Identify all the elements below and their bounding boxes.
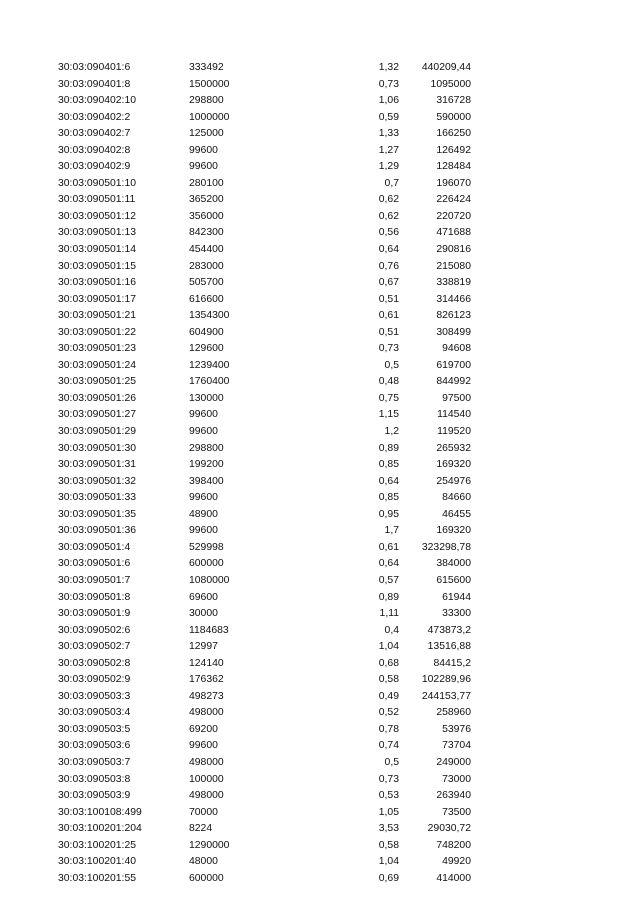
result-cell: 615600: [436, 574, 471, 586]
cadastral-number-cell: 30:03:090401:8: [58, 78, 131, 90]
value-cell: 398400: [189, 475, 224, 487]
coefficient-cell: 0,49: [378, 690, 399, 702]
value-cell: 48900: [189, 508, 218, 520]
table-row: [0, 159, 640, 176]
table-row: [0, 772, 640, 789]
coefficient-cell: 0,58: [378, 839, 399, 851]
table-row: [0, 573, 640, 590]
table-row: [0, 639, 640, 656]
cadastral-number-cell: 30:03:100201:55: [58, 872, 137, 884]
result-cell: 226424: [436, 194, 471, 206]
table-row: [0, 722, 640, 739]
value-cell: 365200: [189, 194, 224, 206]
value-cell: 283000: [189, 260, 224, 272]
result-cell: 102289,96: [421, 674, 471, 686]
coefficient-cell: 1,27: [378, 144, 399, 156]
table-row: [0, 275, 640, 292]
table-row: [0, 60, 640, 77]
cadastral-number-cell: 30:03:100201:204: [58, 823, 142, 835]
coefficient-cell: 0,52: [378, 707, 399, 719]
result-cell: 29030,72: [427, 823, 471, 835]
table-row: [0, 341, 640, 358]
table-row: [0, 259, 640, 276]
table-row: [0, 821, 640, 838]
result-cell: 826123: [436, 310, 471, 322]
result-cell: 338819: [436, 277, 471, 289]
result-cell: 473873,2: [427, 624, 471, 636]
value-cell: 99600: [189, 740, 218, 752]
cadastral-number-cell: 30:03:090501:12: [58, 210, 137, 222]
result-cell: 169320: [436, 525, 471, 537]
table-row: [0, 374, 640, 391]
table-row: [0, 110, 640, 127]
coefficient-cell: 0,68: [378, 657, 399, 669]
coefficient-cell: 0,73: [378, 773, 399, 785]
table-row: [0, 407, 640, 424]
coefficient-cell: 0,85: [378, 459, 399, 471]
coefficient-cell: 0,61: [378, 310, 399, 322]
result-cell: 314466: [436, 293, 471, 305]
coefficient-cell: 1,32: [378, 62, 399, 73]
coefficient-cell: 0,64: [378, 475, 399, 487]
coefficient-cell: 1,15: [378, 409, 399, 421]
result-cell: 844992: [436, 376, 471, 388]
result-cell: 196070: [436, 177, 471, 189]
cadastral-number-cell: 30:03:090502:9: [58, 674, 131, 686]
table-row: [0, 556, 640, 573]
coefficient-cell: 1,06: [378, 95, 399, 107]
result-cell: 13516,88: [427, 641, 471, 653]
cadastral-number-cell: 30:03:090501:36: [58, 525, 137, 537]
cadastral-number-cell: 30:03:100201:40: [58, 856, 137, 868]
table-row: [0, 391, 640, 408]
coefficient-cell: 0,5: [384, 756, 399, 768]
value-cell: 48000: [189, 856, 218, 868]
coefficient-cell: 0,59: [378, 111, 399, 123]
value-cell: 99600: [189, 144, 218, 156]
value-cell: 70000: [189, 806, 218, 818]
value-cell: 176362: [189, 674, 224, 686]
result-cell: 33300: [442, 608, 471, 620]
cadastral-number-cell: 30:03:090503:8: [58, 773, 131, 785]
coefficient-cell: 0,85: [378, 492, 399, 504]
result-cell: 263940: [436, 790, 471, 802]
coefficient-cell: 0,53: [378, 790, 399, 802]
coefficient-cell: 3,53: [378, 823, 399, 835]
result-cell: 220720: [436, 210, 471, 222]
result-cell: 384000: [436, 558, 471, 570]
result-cell: 249000: [436, 756, 471, 768]
result-cell: 119520: [437, 426, 471, 438]
value-cell: 498000: [189, 707, 224, 719]
value-cell: 69600: [189, 591, 218, 603]
cadastral-number-cell: 30:03:090501:30: [58, 442, 137, 454]
coefficient-cell: 0,48: [378, 376, 399, 388]
coefficient-cell: 0,67: [378, 277, 399, 289]
coefficient-cell: 1,29: [378, 161, 399, 173]
cadastral-number-cell: 30:03:090501:6: [58, 558, 131, 570]
coefficient-cell: 0,64: [378, 558, 399, 570]
coefficient-cell: 0,89: [378, 442, 399, 454]
table-row: [0, 672, 640, 689]
table-row: [0, 457, 640, 474]
coefficient-cell: 0,74: [378, 740, 399, 752]
value-cell: 69200: [189, 723, 218, 735]
table-row: [0, 606, 640, 623]
cadastral-number-cell: 30:03:090402:10: [58, 95, 137, 107]
table-row: [0, 225, 640, 242]
result-cell: 215080: [436, 260, 471, 272]
result-cell: 440209,44: [421, 62, 471, 73]
result-cell: 414000: [436, 872, 471, 884]
cadastral-number-cell: 30:03:090501:9: [58, 608, 131, 620]
result-cell: 126492: [436, 144, 471, 156]
table-row: [0, 838, 640, 855]
table-row: [0, 424, 640, 441]
coefficient-cell: 0,56: [378, 227, 399, 239]
table-row: [0, 738, 640, 755]
cadastral-number-cell: 30:03:090501:33: [58, 492, 137, 504]
coefficient-cell: 0,69: [378, 872, 399, 884]
result-cell: 46455: [442, 508, 471, 520]
result-cell: 471688: [436, 227, 471, 239]
table-row: [0, 93, 640, 110]
table-row: [0, 441, 640, 458]
value-cell: 1500000: [189, 78, 230, 90]
table-row: [0, 689, 640, 706]
table-row: [0, 358, 640, 375]
cadastral-number-cell: 30:03:090501:16: [58, 277, 137, 289]
cadastral-number-cell: 30:03:090501:24: [58, 359, 137, 371]
value-cell: 1354300: [189, 310, 230, 322]
value-cell: 529998: [189, 541, 224, 553]
value-cell: 1760400: [189, 376, 230, 388]
table-row: [0, 755, 640, 772]
cadastral-number-cell: 30:03:090501:25: [58, 376, 137, 388]
result-cell: 97500: [442, 392, 471, 404]
cadastral-number-cell: 30:03:090503:7: [58, 756, 131, 768]
result-cell: 166250: [436, 128, 471, 140]
coefficient-cell: 0,51: [378, 326, 399, 338]
table-row: [0, 705, 640, 722]
coefficient-cell: 0,62: [378, 194, 399, 206]
cadastral-number-cell: 30:03:090402:9: [58, 161, 131, 173]
value-cell: 842300: [189, 227, 224, 239]
cadastral-number-cell: 30:03:090503:3: [58, 690, 131, 702]
value-cell: 498000: [189, 790, 224, 802]
coefficient-cell: 1,04: [378, 641, 399, 653]
value-cell: 1080000: [189, 574, 230, 586]
result-cell: 1095000: [430, 78, 471, 90]
coefficient-cell: 0,95: [378, 508, 399, 520]
table-row: [0, 209, 640, 226]
cadastral-number-cell: 30:03:090501:17: [58, 293, 137, 305]
coefficient-cell: 1,7: [384, 525, 399, 537]
cadastral-number-cell: 30:03:090501:8: [58, 591, 131, 603]
result-cell: 73500: [442, 806, 471, 818]
result-cell: 169320: [436, 459, 471, 471]
table-row: [0, 176, 640, 193]
value-cell: 498273: [189, 690, 224, 702]
coefficient-cell: 0,61: [378, 541, 399, 553]
value-cell: 333492: [189, 62, 224, 73]
cadastral-number-cell: 30:03:090402:8: [58, 144, 131, 156]
table-row: [0, 871, 640, 888]
table-row: [0, 523, 640, 540]
data-table: [0, 60, 640, 887]
cadastral-number-cell: 30:03:090501:31: [58, 459, 137, 471]
coefficient-cell: 1,33: [378, 128, 399, 140]
coefficient-cell: 0,75: [378, 392, 399, 404]
value-cell: 505700: [189, 277, 224, 289]
cadastral-number-cell: 30:03:090501:26: [58, 392, 137, 404]
table-row: [0, 623, 640, 640]
result-cell: 308499: [436, 326, 471, 338]
coefficient-cell: 1,2: [384, 426, 399, 438]
value-cell: 199200: [189, 459, 224, 471]
result-cell: 73704: [442, 740, 471, 752]
result-cell: 94608: [442, 343, 471, 355]
cadastral-number-cell: 30:03:090502:8: [58, 657, 131, 669]
value-cell: 1239400: [189, 359, 230, 371]
coefficient-cell: 0,73: [378, 343, 399, 355]
table-row: [0, 490, 640, 507]
result-cell: 590000: [436, 111, 471, 123]
value-cell: 99600: [189, 525, 218, 537]
cadastral-number-cell: 30:03:090501:11: [58, 194, 136, 206]
result-cell: 619700: [436, 359, 471, 371]
coefficient-cell: 0,51: [378, 293, 399, 305]
value-cell: 454400: [189, 244, 224, 256]
value-cell: 600000: [189, 872, 224, 884]
result-cell: 84660: [442, 492, 471, 504]
cadastral-number-cell: 30:03:090401:6: [58, 62, 131, 73]
result-cell: 114540: [437, 409, 471, 421]
cadastral-number-cell: 30:03:090501:27: [58, 409, 137, 421]
value-cell: 99600: [189, 426, 218, 438]
cadastral-number-cell: 30:03:090501:13: [58, 227, 137, 239]
cadastral-number-cell: 30:03:090501:14: [58, 244, 137, 256]
coefficient-cell: 0,58: [378, 674, 399, 686]
cadastral-number-cell: 30:03:090402:7: [58, 128, 131, 140]
coefficient-cell: 1,05: [378, 806, 399, 818]
value-cell: 280100: [189, 177, 224, 189]
coefficient-cell: 0,4: [384, 624, 399, 636]
cadastral-number-cell: 30:03:090501:23: [58, 343, 137, 355]
result-cell: 61944: [442, 591, 471, 603]
cadastral-number-cell: 30:03:090503:5: [58, 723, 131, 735]
table-row: [0, 656, 640, 673]
value-cell: 12997: [189, 641, 218, 653]
table-row: [0, 325, 640, 342]
coefficient-cell: 0,5: [384, 359, 399, 371]
table-row: [0, 126, 640, 143]
table-row: [0, 77, 640, 94]
value-cell: 1184683: [189, 624, 229, 636]
cadastral-number-cell: 30:03:090503:6: [58, 740, 131, 752]
cadastral-number-cell: 30:03:090501:10: [58, 177, 137, 189]
value-cell: 124140: [189, 657, 224, 669]
cadastral-number-cell: 30:03:100201:25: [58, 839, 137, 851]
value-cell: 356000: [189, 210, 224, 222]
result-cell: 258960: [436, 707, 471, 719]
value-cell: 616600: [189, 293, 224, 305]
table-row: [0, 854, 640, 871]
value-cell: 130000: [189, 392, 224, 404]
cadastral-number-cell: 30:03:090503:9: [58, 790, 131, 802]
result-cell: 128484: [436, 161, 471, 173]
value-cell: 100000: [189, 773, 224, 785]
value-cell: 99600: [189, 492, 218, 504]
result-cell: 254976: [436, 475, 471, 487]
table-row: [0, 540, 640, 557]
coefficient-cell: 1,04: [378, 856, 399, 868]
cadastral-number-cell: 30:03:090501:22: [58, 326, 137, 338]
result-cell: 290816: [436, 244, 471, 256]
cadastral-number-cell: 30:03:090501:21: [58, 310, 137, 322]
value-cell: 498000: [189, 756, 224, 768]
table-row: [0, 788, 640, 805]
result-cell: 748200: [436, 839, 471, 851]
cadastral-number-cell: 30:03:090502:6: [58, 624, 131, 636]
coefficient-cell: 0,62: [378, 210, 399, 222]
value-cell: 30000: [189, 608, 218, 620]
value-cell: 600000: [189, 558, 224, 570]
result-cell: 84415,2: [433, 657, 471, 669]
coefficient-cell: 0,73: [378, 78, 399, 90]
value-cell: 99600: [189, 161, 218, 173]
value-cell: 1290000: [189, 839, 230, 851]
coefficient-cell: 0,64: [378, 244, 399, 256]
result-cell: 53976: [442, 723, 471, 735]
table-row: [0, 308, 640, 325]
table-row: [0, 143, 640, 160]
value-cell: 298800: [189, 442, 224, 454]
cadastral-number-cell: 30:03:090501:4: [58, 541, 131, 553]
result-cell: 73000: [442, 773, 471, 785]
result-cell: 316728: [436, 95, 471, 107]
cadastral-number-cell: 30:03:090503:4: [58, 707, 131, 719]
result-cell: 265932: [436, 442, 471, 454]
cadastral-number-cell: 30:03:090501:15: [58, 260, 137, 272]
value-cell: 125000: [189, 128, 224, 140]
coefficient-cell: 1,11: [379, 608, 399, 620]
result-cell: 323298,78: [421, 541, 471, 553]
cadastral-number-cell: 30:03:090501:29: [58, 426, 137, 438]
cadastral-number-cell: 30:03:090501:7: [58, 574, 131, 586]
table-row: [0, 474, 640, 491]
table-row: [0, 805, 640, 822]
table-row: [0, 292, 640, 309]
result-cell: 49920: [442, 856, 471, 868]
value-cell: 1000000: [189, 111, 230, 123]
value-cell: 99600: [189, 409, 218, 421]
value-cell: 604900: [189, 326, 224, 338]
value-cell: 129600: [189, 343, 224, 355]
coefficient-cell: 0,76: [378, 260, 399, 272]
table-row: [0, 242, 640, 259]
cadastral-number-cell: 30:03:100108:499: [58, 806, 142, 818]
cadastral-number-cell: 30:03:090501:32: [58, 475, 137, 487]
cadastral-number-cell: 30:03:090402:2: [58, 111, 131, 123]
table-row: [0, 507, 640, 524]
value-cell: 8224: [189, 823, 213, 835]
cadastral-number-cell: 30:03:090502:7: [58, 641, 131, 653]
coefficient-cell: 0,7: [384, 177, 399, 189]
value-cell: 298800: [189, 95, 224, 107]
table-row: [0, 590, 640, 607]
coefficient-cell: 0,89: [378, 591, 399, 603]
table-row: [0, 192, 640, 209]
cadastral-number-cell: 30:03:090501:35: [58, 508, 137, 520]
coefficient-cell: 0,57: [378, 574, 399, 586]
result-cell: 244153,77: [421, 690, 471, 702]
coefficient-cell: 0,78: [378, 723, 399, 735]
